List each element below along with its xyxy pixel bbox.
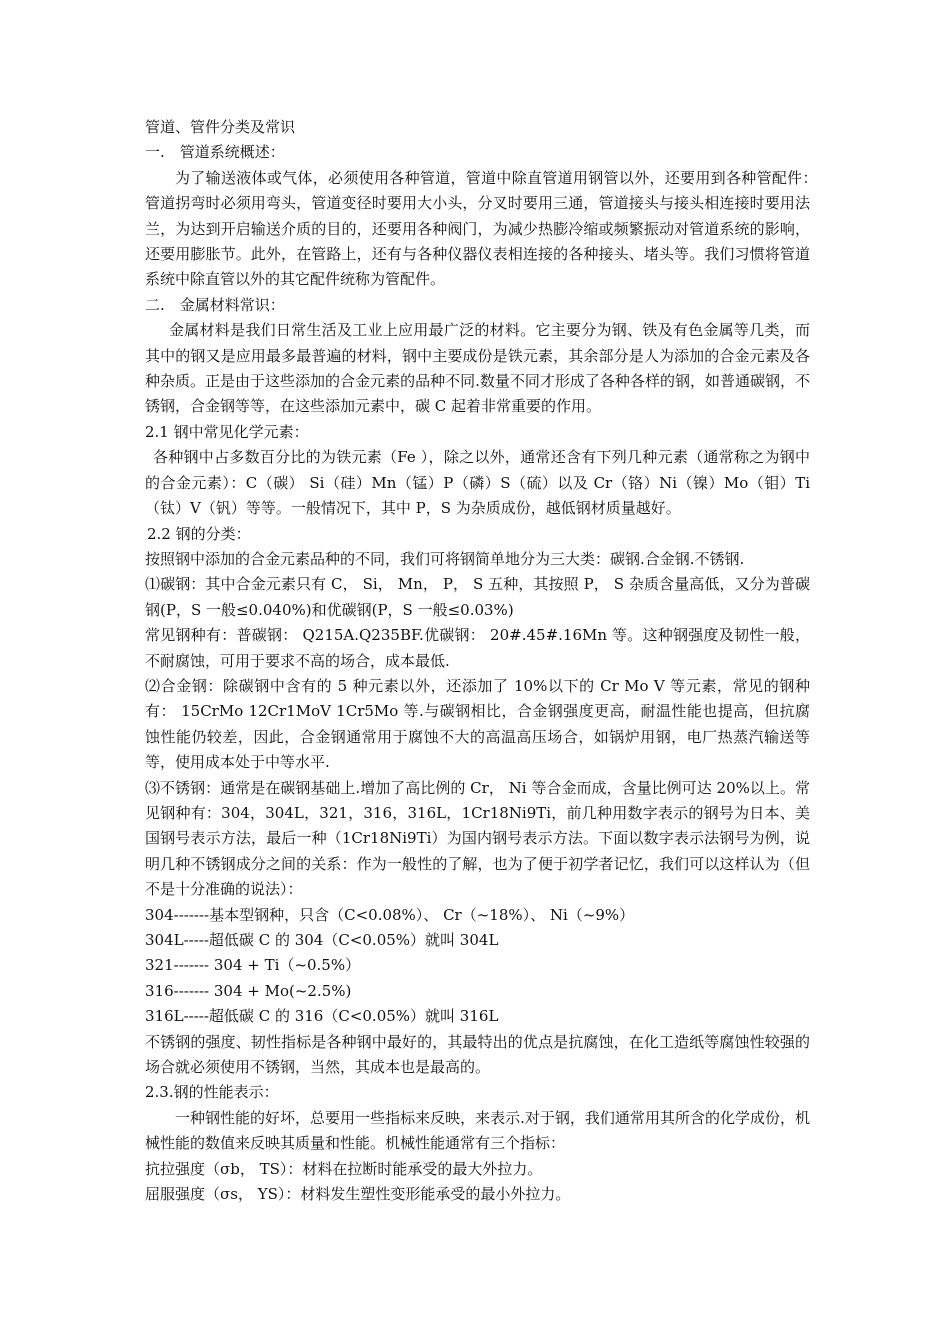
section1-paragraph: 为了输送液体或气体，必须使用各种管道，管道中除直管道用钢管以外，还要用到各种管配件： 管道拐弯时必须用弯头，管道变径时要用大小头，分叉时要用三通，管道接头与接头相连接时要用法兰，为达到开启输送介质的目的，还要用各种阀门，为减少热膨冷缩或频繁振动对管道系统的影响，还要用膨胀节。此外，在管路上，还有与各种仪器仪表相连接的各种接头、堵头等。我们习惯将管道系统中除直管以外的其它配件统称为管配件。 bbox=[145, 168, 826, 289]
subsection-2-3-paragraph: 一种钢性能的好坏，总要用一些指标来反映，来表示.对于钢，我们通常用其所含的化学成份，机械性能的数值来反映其质量和性能。机械性能通常有三个指标： bbox=[145, 1108, 810, 1153]
tensile-strength-line: 抗拉强度（σb， TS）：材料在拉断时能承受的最大外拉力。 bbox=[145, 1159, 543, 1178]
yield-strength-line: 屈服强度（σs， YS）：材料发生塑性变形能承受的最小外拉力。 bbox=[145, 1185, 571, 1204]
subsection-2-3-heading: 2.3.钢的性能表示： bbox=[145, 1083, 279, 1102]
grade-line: 304L-----超低碳 C 的 304（C<0.05%）就叫 304L bbox=[145, 931, 499, 949]
stainless-summary: 不锈钢的强度、韧性指标是各种钢中最好的，其最特出的优点是抗腐蚀，在化工造纸等腐蚀性较强的场合就必须使用不锈钢，当然，其成本也是最高的。 bbox=[145, 1032, 810, 1077]
section2-paragraph: 金属材料是我们日常生活及工业上应用最广泛的材料。它主要分为钢、铁及有色金属等几类，而其中的钢又是应用最多最普遍的材料，钢中主要成份是铁元素，其余部分是人为添加的合金元素及各种杂质。正是由于这些添加的合金元素的品种不同.数量不同才形成了各种各样的钢，如普通碳钢，不锈钢，合金钢等等，在这些添加元素中，碳 C 起着非常重要的作用。 bbox=[145, 321, 810, 416]
subsection-2-2-heading: 2.2 钢的分类： bbox=[147, 524, 251, 543]
section2-heading: 二. 金属材料常识： bbox=[145, 295, 285, 314]
document-title: 管道、管件分类及常识 bbox=[145, 118, 296, 136]
grade-line: 316L-----超低碳 C 的 316（C<0.05%）就叫 316L bbox=[145, 1007, 499, 1026]
stainless-steel-paragraph: ⑶不锈钢：通常是在碳钢基础上.增加了高比例的 Cr， Ni 等合金而成，含量比例可达 20%以上。常见钢种有：304，304L，321，316，316L，1Cr18Ni9Ti，前几种用数字表示的钢号为日本、美国钢号表示方法，最后一种（1Cr18Ni9Ti）为国内钢号表示方法。下面以数字表示法钢号为例，说明几种不锈钢成分之间的关系：作为一般性的了解，也为了便于初学者记忆，我们可以这样认为（但不是十分准确的说法）： bbox=[145, 778, 810, 899]
grade-line: 321------- 304 + Ti（~0.5%） bbox=[145, 956, 361, 975]
carbon-steel-paragraph: ⑴碳钢：其中合金元素只有 C， Si， Mn， P， S 五种，其按照 P， S 杂质含量高低，又分为普碳钢(P，S 一般≤0.040%)和优碳钢(P，S 一般≤0.03%) bbox=[145, 575, 810, 619]
document-body bbox=[145, 115, 826, 1207]
subsection-2-1-paragraph: 各种钢中占多数百分比的为铁元素（Fe ），除之以外，通常还含有下列几种元素（通常称之为钢中的合金元素）：C（碳） Si（硅）Mn（锰）P（磷）S（硫）以及 Cr（铬）Ni（镍）Mo（钼）Ti（钛）V（钒）等等。一般情况下，其中 P，S 为杂质成份，越低钢材质量越好。 bbox=[145, 448, 810, 518]
grade-line: 304-------基本型钢种，只含（C<0.08%）、 Cr（~18%）、 Ni（~9%） bbox=[145, 905, 635, 924]
alloy-steel-paragraph: ⑵合金钢：除碳钢中含有的 5 种元素以外，还添加了 10%以下的 Cr Mo V 等元素，常见的钢种有： 15CrMo 12Cr1MoV 1Cr5Mo 等.与碳钢相比，合金钢强度更高，耐温性能也提高，但抗腐蚀性能仍较差，因此，合金钢通常用于腐蚀不大的高温高压场合，如锅炉用钢，电厂热蒸汽输送等等，使用成本处于中等水平. bbox=[145, 676, 810, 772]
subsection-2-1-heading: 2.1 钢中常见化学元素： bbox=[145, 422, 309, 441]
section1-heading: 一. 管道系统概述： bbox=[145, 143, 285, 162]
carbon-steel-common-grades: 常见钢种有：普碳钢： Q215A.Q235BF.优碳钢： 20#.45#.16Mn 等。这种钢强度及韧性一般，不耐腐蚀，可用于要求不高的场合，成本最低. bbox=[145, 626, 810, 670]
grade-line: 316------- 304 + Mo(~2.5%) bbox=[145, 981, 352, 1000]
subsection-2-2-intro: 按照钢中添加的合金元素品种的不同，我们可将钢简单地分为三大类：碳钢.合金钢.不锈钢. bbox=[145, 549, 745, 568]
